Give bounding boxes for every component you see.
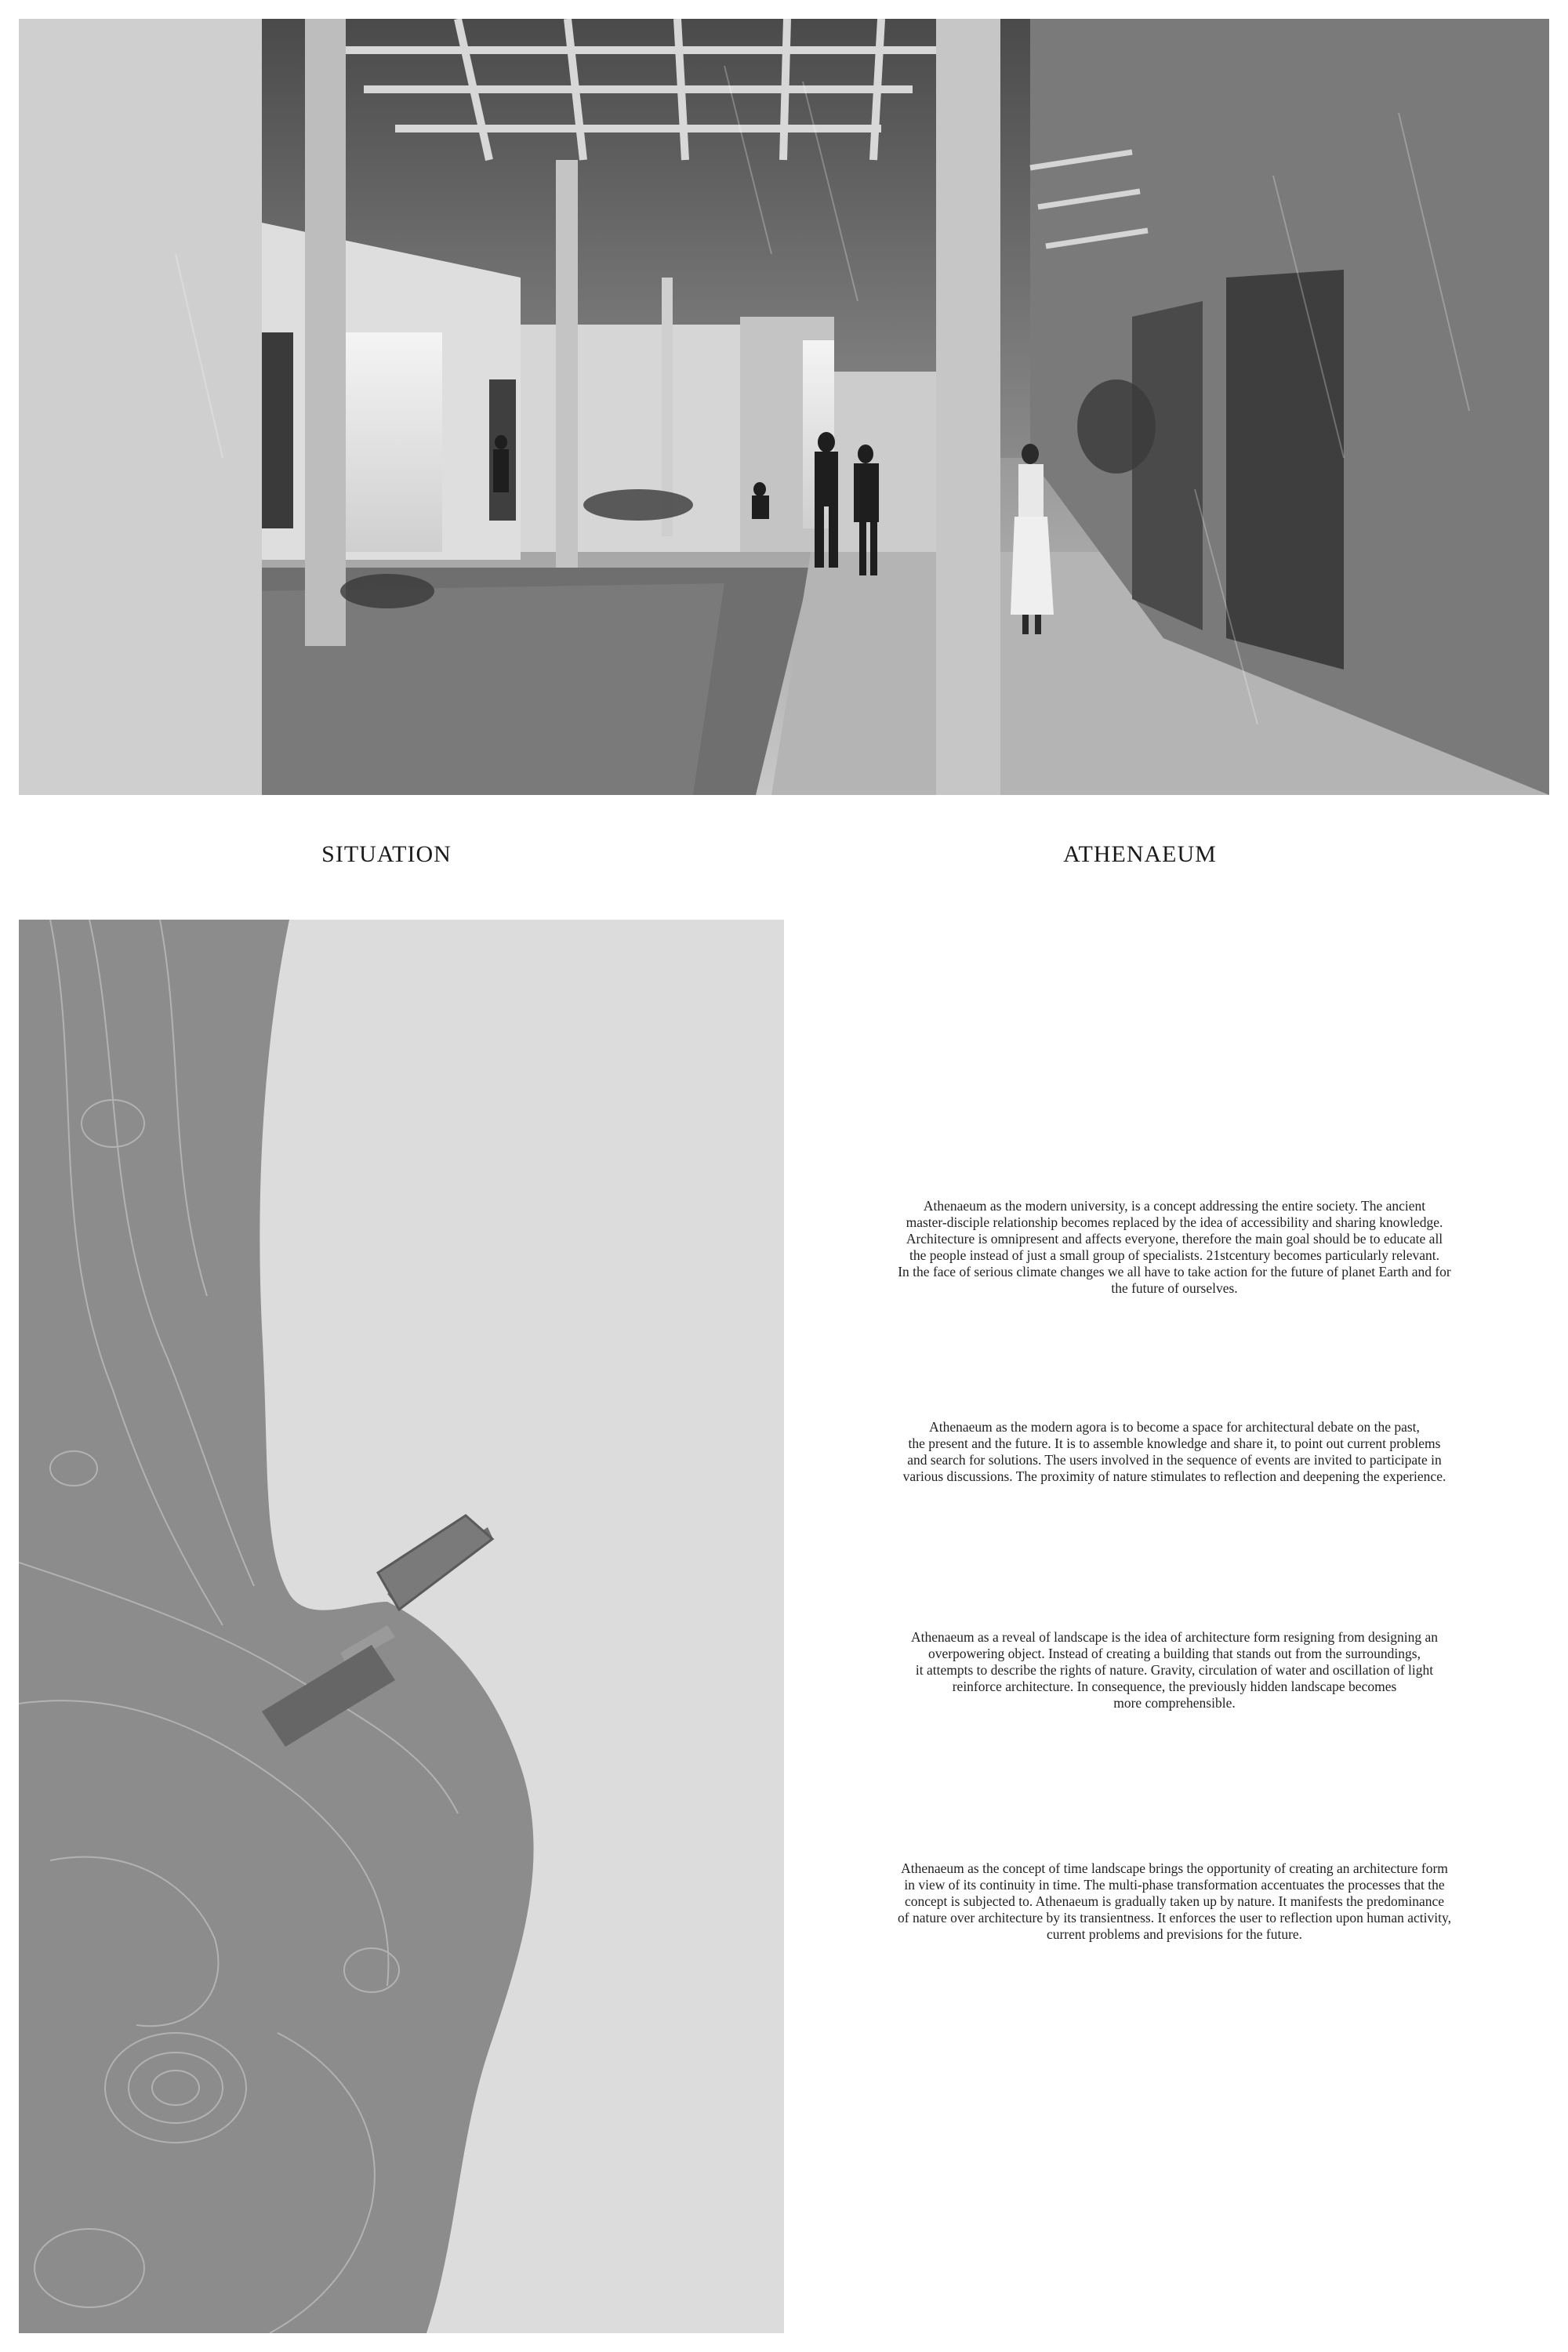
paragraph-modern-agora: Athenaeum as the modern agora is to become a space for architectural debate on the past, the present and the future. It is to assemble knowledge and share it, to point out current problems and search for solutions. The users involved in the sequence of events are invited to participate in various discussions. The proximity of nature stimulates to reflection and deepening the experience. <box>902 1419 1446 1484</box>
topography-paper-model <box>19 920 784 2333</box>
site-model-image <box>19 920 784 2333</box>
caption-athenaeum: ATHENAEUM <box>1063 841 1217 867</box>
paragraph-time-landscape: Athenaeum as the concept of time landscape brings the opportunity of creating an architecture form in view of its continuity in time. The multi-phase transformation accentuates the processes that the concept is subjected to. Athenaeum is gradually taken up by nature. It manifests the predominance of nature over architecture by its transientness. It enforces the user to reflection upon human activity, current problems and previsions for the future. <box>898 1860 1451 1942</box>
courtyard-perspective-image <box>19 19 1549 795</box>
caption-situation: SITUATION <box>321 841 452 867</box>
paragraph-reveal-of-landscape: Athenaeum as a reveal of landscape is the idea of architecture form resigning from designing an overpowering object. Instead of creating a building that stands out from the surroundings, it attempts to describe the rights of nature. Gravity, circulation of water and oscillation of light reinforce architecture. In consequence, the previously hidden landscape becomes more comprehensible. <box>910 1629 1439 1711</box>
paragraph-modern-university: Athenaeum as the modern university, is a concept addressing the entire society. The ancient master-disciple relationship becomes replaced by the idea of accessibility and sharing knowledge. Architecture is omnipresent and affects everyone, therefore the main goal should be to educate all the people instead of just a small group of specialists. 21stcentury becomes particularly relevant. In the face of serious climate changes we all have to take action for the future of planet Earth and for the future of ourselves. <box>898 1198 1451 1296</box>
hero-rendering <box>19 19 1549 795</box>
